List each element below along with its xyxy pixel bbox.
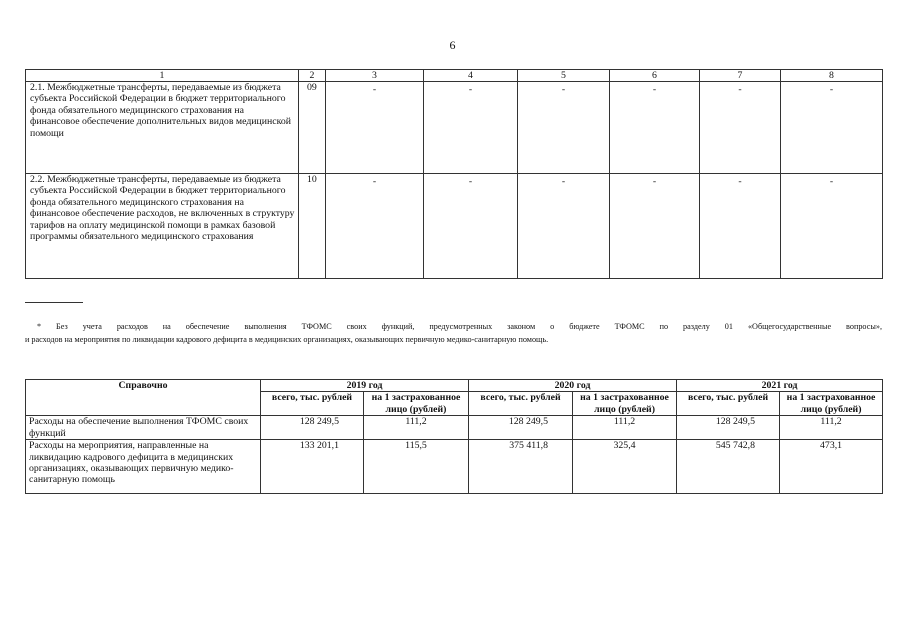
footnote-divider <box>25 302 83 303</box>
table-cell: - <box>424 82 518 174</box>
table-cell: 375 411,8 <box>469 440 573 494</box>
table-cell: - <box>700 174 781 279</box>
row-name: 2.1. Межбюджетные трансферты, передаваемые из бюджета субъекта Российской Федерации в бюджет территориального фонда обязательного медицинского страхования на финансовое обеспечение дополнительных видов медицинской помощи <box>26 82 299 174</box>
table-cell: 545 742,8 <box>677 440 780 494</box>
column-number: 3 <box>326 70 424 82</box>
row-name: 2.2. Межбюджетные трансферты, передаваемые из бюджета субъекта Российской Федерации в бюджет территориального фонда обязательного медицинского страхования на финансовое обеспечение расходов, не включенных в структуру тарифов на оплату медицинской помощи в рамках базовой программы обязательного медицинского страхования <box>26 174 299 279</box>
column-number-row <box>26 70 883 82</box>
row-name: Расходы на обеспечение выполнения ТФОМС своих функций <box>26 416 261 440</box>
column-number: 5 <box>518 70 610 82</box>
row-name: Расходы на мероприятия, направленные на ликвидацию кадрового дефицита в медицинских организациях, оказывающих первичную медико-санитарную помощь <box>26 440 261 494</box>
row-code: 09 <box>299 82 326 174</box>
year-header: 2021 год <box>677 380 883 392</box>
year-header: 2020 год <box>469 380 677 392</box>
column-number: 1 <box>26 70 299 82</box>
table-cell: - <box>518 174 610 279</box>
table-cell: 111,2 <box>364 416 469 440</box>
table-cell: 473,1 <box>780 440 883 494</box>
table-cell: - <box>700 82 781 174</box>
table-row <box>26 174 883 279</box>
page-number: 6 <box>449 38 456 52</box>
subheader-total: всего, тыс. рублей <box>261 392 364 416</box>
table-cell: 111,2 <box>780 416 883 440</box>
table-row <box>26 416 883 440</box>
table-cell: - <box>424 174 518 279</box>
table-cell: 128 249,5 <box>469 416 573 440</box>
column-number: 7 <box>700 70 781 82</box>
table-cell: 111,2 <box>573 416 677 440</box>
table-cell: - <box>610 174 700 279</box>
subheader-per-person: на 1 застрахованное лицо (рублей) <box>573 392 677 416</box>
row-code: 10 <box>299 174 326 279</box>
column-number: 2 <box>299 70 326 82</box>
column-number: 6 <box>610 70 700 82</box>
footnote <box>25 320 882 346</box>
table-cell: - <box>781 174 883 279</box>
table-cell: - <box>518 82 610 174</box>
table-cell: 115,5 <box>364 440 469 494</box>
subheader-total: всего, тыс. рублей <box>469 392 573 416</box>
subheader-total: всего, тыс. рублей <box>677 392 780 416</box>
table-cell: - <box>781 82 883 174</box>
table-cell: 128 249,5 <box>677 416 780 440</box>
table-cell: - <box>326 82 424 174</box>
table-cell: - <box>326 174 424 279</box>
table-cell: - <box>610 82 700 174</box>
year-header: 2019 год <box>261 380 469 392</box>
table-row <box>26 82 883 174</box>
column-number: 8 <box>781 70 883 82</box>
subheader-per-person: на 1 застрахованное лицо (рублей) <box>780 392 883 416</box>
footnote-line-1: * Без учета расходов на обеспечение выполнения ТФОМС своих функций, предусмотренных законом о бюджете ТФОМС по разделу 01 «Общегосударственные вопросы», <box>37 322 882 331</box>
reference-header-label: Справочно <box>26 380 261 416</box>
subheader-per-person: на 1 застрахованное лицо (рублей) <box>364 392 469 416</box>
table-cell: 325,4 <box>573 440 677 494</box>
table-row <box>26 440 883 494</box>
column-number: 4 <box>424 70 518 82</box>
table-cell: 133 201,1 <box>261 440 364 494</box>
reference-table <box>25 379 883 494</box>
table-cell: 128 249,5 <box>261 416 364 440</box>
main-table <box>25 69 883 279</box>
year-header-row <box>26 380 883 392</box>
footnote-line-2: и расходов на мероприятия по ликвидации кадрового дефицита в медицинских организациях, оказывающих первичную медико-санитарную помощь. <box>25 335 549 344</box>
